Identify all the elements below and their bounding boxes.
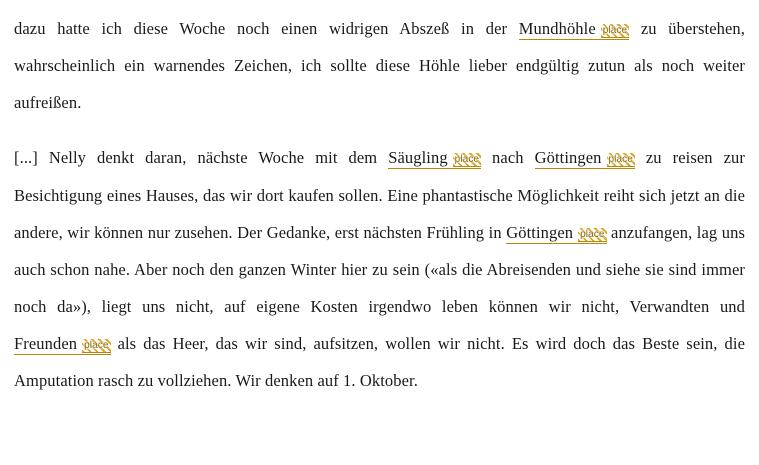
entity-type-tag[interactable]: place <box>602 25 628 36</box>
body-text: anzufangen, lag uns auch schon nahe. Aber noch den ganzen Winter hier zu sein («als die Abreisenden und siehe sie sind immer noch da»), liegt uns nicht, auf eigene Kosten irgendwo leben können wir nicht, Verwandten und <box>14 222 745 316</box>
annotated-entity[interactable] <box>14 334 111 355</box>
paragraph-container <box>14 10 745 399</box>
entity-text: Göttingen <box>534 148 602 168</box>
annotated-entity[interactable] <box>519 19 629 40</box>
paragraph <box>14 139 745 399</box>
entity-text: Göttingen <box>506 222 574 242</box>
annotated-entity[interactable] <box>535 148 635 169</box>
body-text: nach <box>481 148 535 168</box>
body-text: zu überstehen, wahrscheinlich ein warnendes Zeichen, ich sollte diese Höhle lieber endgültig zutun als noch weiter aufreißen. <box>14 19 745 113</box>
entity-text: Mundhöhle <box>518 19 596 38</box>
entity-text: Säugling <box>388 148 448 168</box>
annotated-entity[interactable] <box>388 148 481 169</box>
entity-type-tag[interactable]: place <box>580 228 605 240</box>
entity-text: Freunden <box>14 334 78 353</box>
body-text: als das Heer, das wir sind, aufsitzen, wollen wir nicht. Es wird doch das Beste sein, die Amputation rasch zu vollziehen. Wir denken auf 1. Oktober. <box>14 334 745 391</box>
entity-type-tag[interactable]: place <box>454 154 480 166</box>
annotated-entity[interactable] <box>506 223 606 244</box>
body-text: zu reisen zur Besichtigung eines Hauses, das wir dort kaufen sollen. Eine phantastische Möglichkeit reiht sich jetzt an die andere, wir können nur zusehen. Der Gedanke, erst nächsten Frühling in <box>14 148 745 242</box>
body-text: dazu hatte ich diese Woche noch einen widrigen Abszeß in der <box>14 19 519 38</box>
entity-type-tag[interactable]: place <box>84 340 109 351</box>
entity-type-tag[interactable]: place <box>608 154 633 166</box>
paragraph <box>14 10 745 121</box>
body-text: [...] Nelly denkt daran, nächste Woche mit dem <box>14 148 389 168</box>
